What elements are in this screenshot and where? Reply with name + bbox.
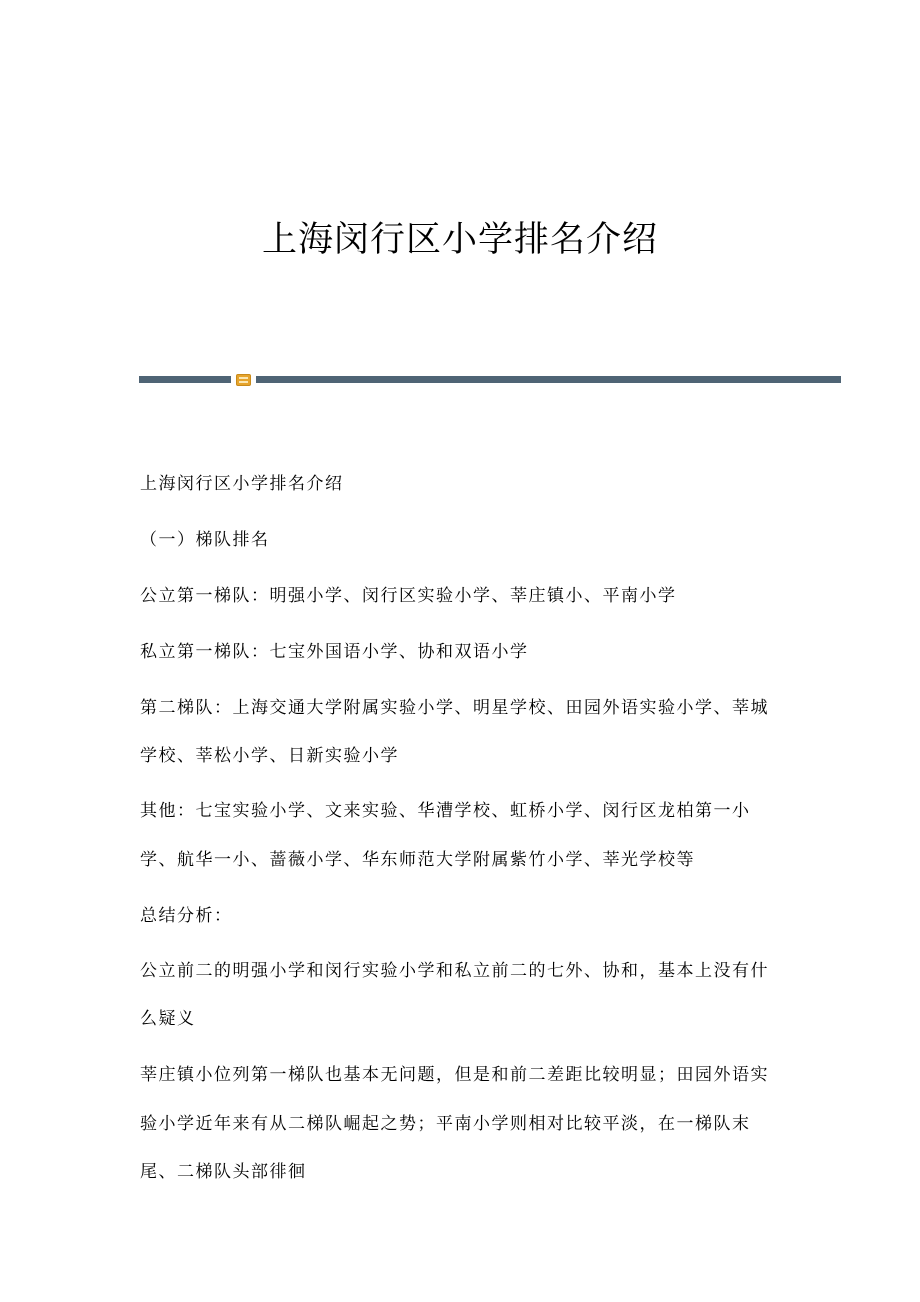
body-line: 公立第一梯队：明强小学、闵行区实验小学、莘庄镇小、平南小学 [140, 586, 677, 606]
divider-bar-right [256, 376, 841, 383]
title-divider [139, 374, 841, 386]
body-heading: 上海闵行区小学排名介绍 [140, 474, 344, 494]
body-line: 么疑义 [140, 1009, 196, 1029]
body-line: 莘庄镇小位列第一梯队也基本无问题，但是和前二差距比较明显；田园外语实 [140, 1065, 769, 1085]
divider-bar-left [139, 376, 231, 383]
section-heading: （一）梯队排名 [140, 530, 270, 550]
body-line: 总结分析： [140, 906, 233, 926]
body-line: 验小学近年来有从二梯队崛起之势；平南小学则相对比较平淡，在一梯队末 [140, 1114, 751, 1134]
body-line: 私立第一梯队：七宝外国语小学、协和双语小学 [140, 642, 529, 662]
body-line: 公立前二的明强小学和闵行实验小学和私立前二的七外、协和，基本上没有什 [140, 961, 769, 981]
page-title: 上海闵行区小学排名介绍 [261, 220, 658, 260]
body-line: 尾、二梯队头部徘徊 [140, 1162, 307, 1182]
body-line: 第二梯队：上海交通大学附属实验小学、明星学校、田园外语实验小学、莘城 [140, 698, 769, 718]
document-emblem-icon [236, 374, 251, 386]
body-line: 学、航华一小、蔷薇小学、华东师范大学附属紫竹小学、莘光学校等 [140, 850, 695, 870]
body-line: 学校、莘松小学、日新实验小学 [140, 746, 399, 766]
body-line: 其他：七宝实验小学、文来实验、华漕学校、虹桥小学、闵行区龙柏第一小 [140, 801, 751, 821]
